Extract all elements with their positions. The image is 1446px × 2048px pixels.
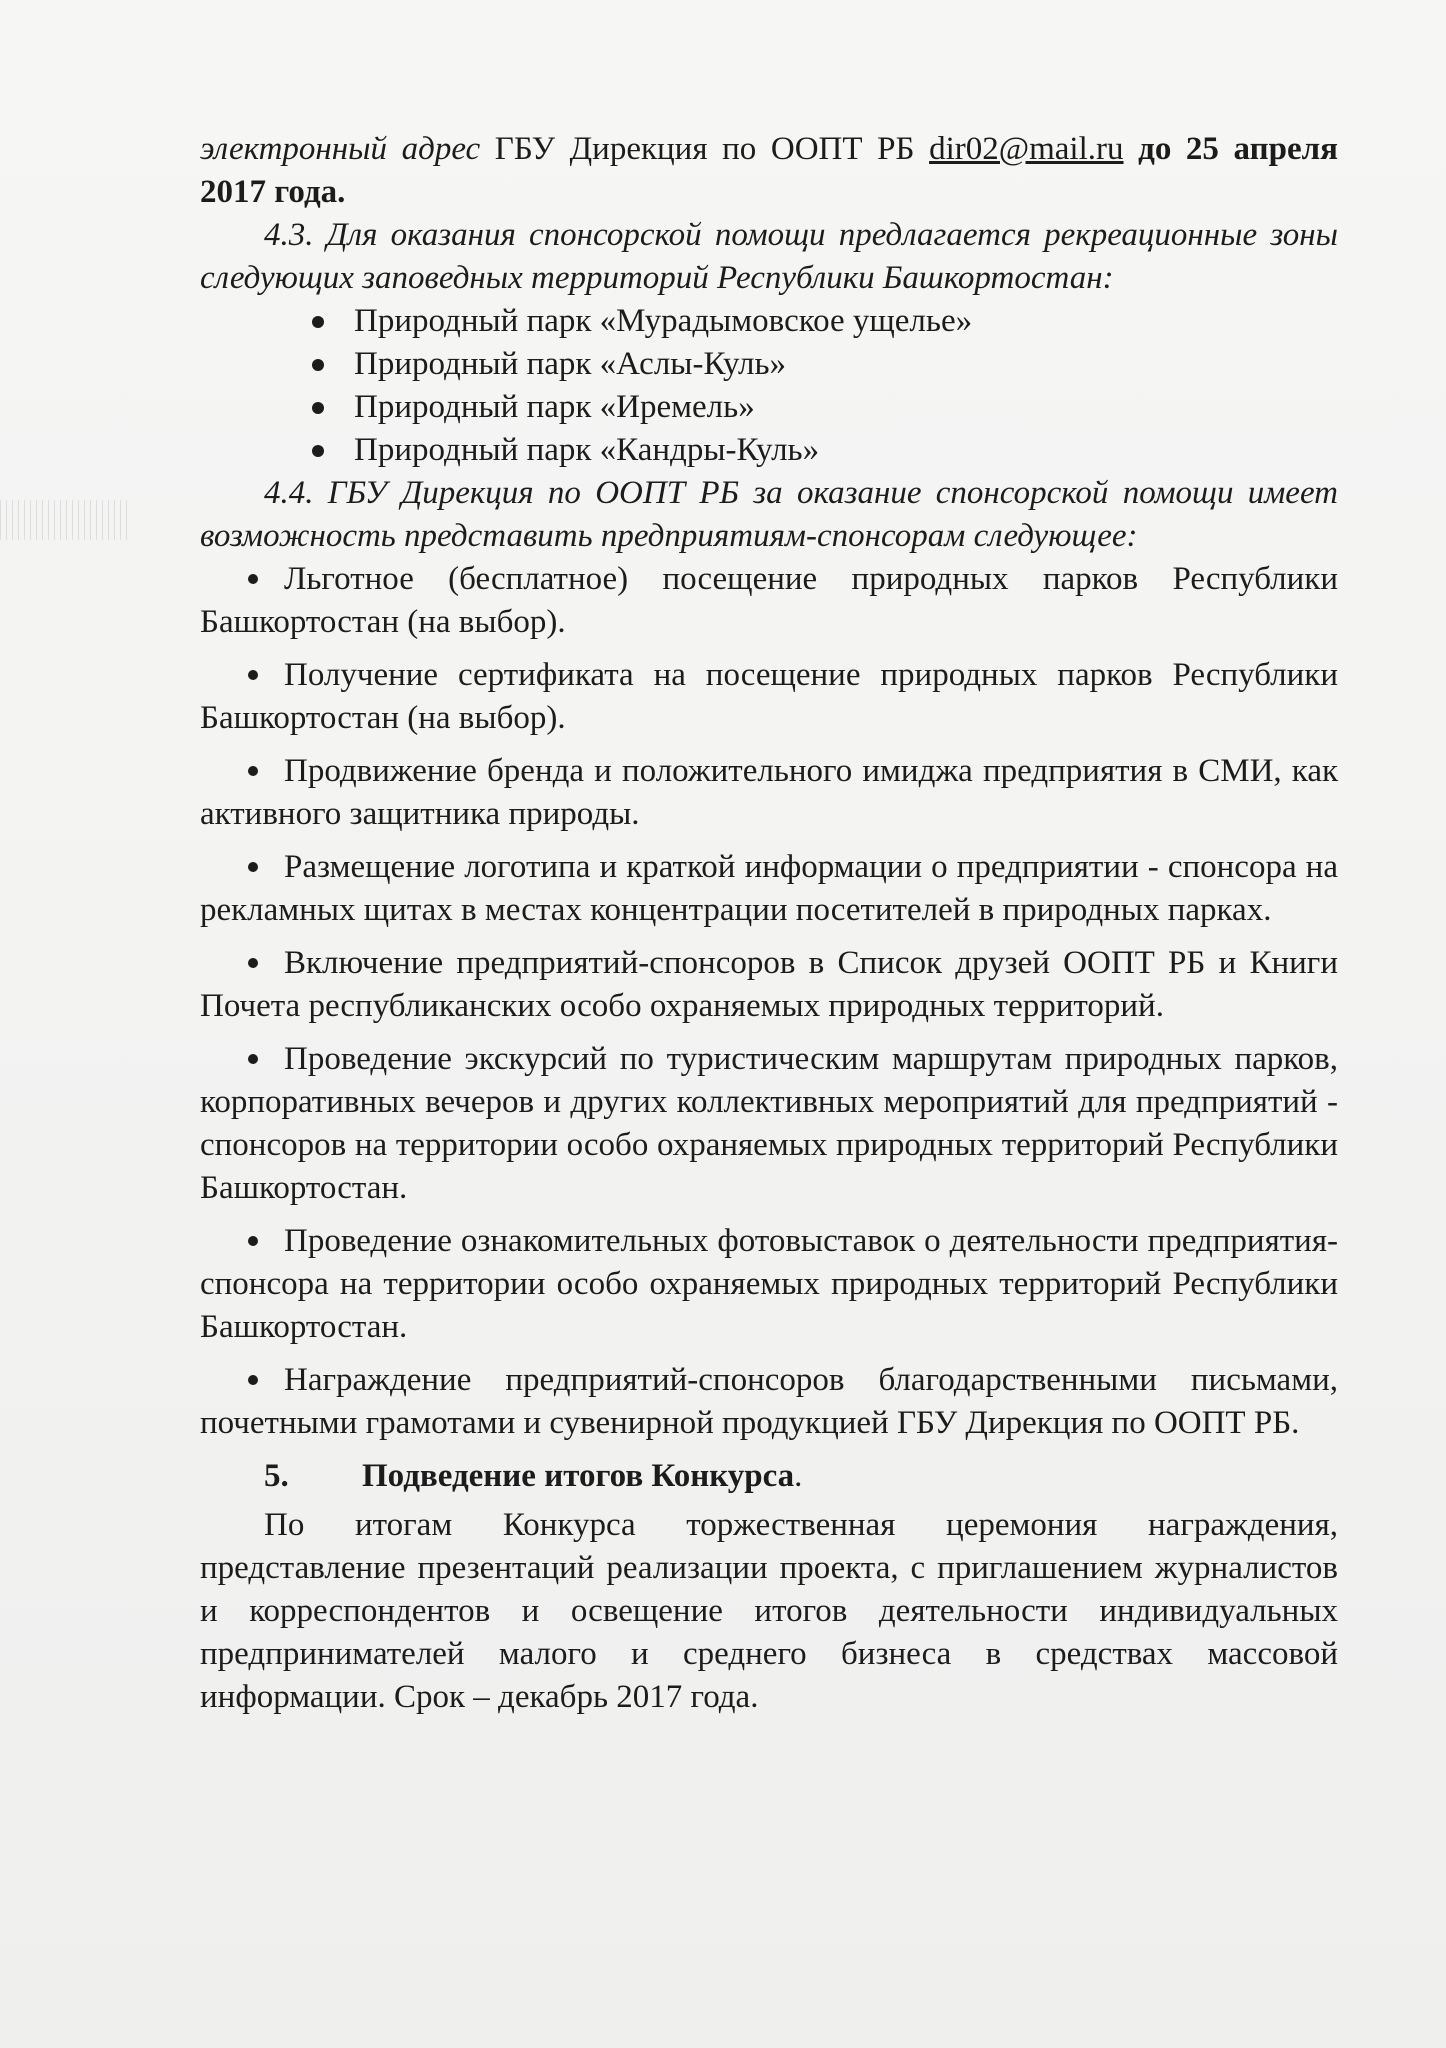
list-item: Включение предприятий-спонсоров в Список друзей ООПТ РБ и Книги Почета республиканских особо охраняемых природных территорий. — [200, 942, 1338, 1028]
list-item: Продвижение бренда и положительного имиджа предприятия в СМИ, как активного защитника природы. — [200, 750, 1338, 836]
list-item: Получение сертификата на посещение природных парков Республики Башкортостан (на выбор). — [200, 654, 1338, 740]
parks-list — [200, 300, 1338, 472]
benefits-list — [200, 558, 1338, 1445]
document-body — [200, 128, 1338, 1719]
list-item: Проведение экскурсий по туристическим маршрутам природных парков, корпоративных вечеров и других коллективных мероприятий для предприятий - спонсоров на территории особо охраняемых природных территорий Республики Башкортостан. — [200, 1038, 1338, 1210]
intro-paragraph — [200, 128, 1338, 214]
section-5-heading — [200, 1455, 1338, 1498]
section-title: Подведение итогов Конкурса — [362, 1458, 795, 1494]
scan-artifact — [0, 500, 130, 540]
list-item: Награждение предприятий-спонсоров благодарственными письмами, почетными грамотами и сувенирной продукцией ГБУ Дирекция по ООПТ РБ. — [200, 1359, 1338, 1445]
clause-4-4: 4.4. ГБУ Дирекция по ООПТ РБ за оказание спонсорской помощи имеет возможность представить предприятиям-спонсорам следующее: — [200, 475, 1338, 554]
section-number: 5. — [264, 1458, 289, 1494]
list-item: Природный парк «Аслы-Куль» — [310, 343, 1338, 386]
email-link[interactable]: dir02@mail.ru — [929, 131, 1124, 167]
list-item: Природный парк «Кандры-Куль» — [310, 429, 1338, 472]
section-title-end: . — [794, 1458, 803, 1494]
list-item: Проведение ознакомительных фотовыставок о деятельности предприятия-спонсора на территории особо охраняемых природных территорий Республики Башкортостан. — [200, 1220, 1338, 1349]
list-item: Размещение логотипа и краткой информации о предприятии - спонсора на рекламных щитах в местах концентрации посетителей в природных парках. — [200, 846, 1338, 932]
list-item: Природный парк «Иремель» — [310, 386, 1338, 429]
list-item: Льготное (бесплатное) посещение природных парков Республики Башкортостан (на выбор). — [200, 558, 1338, 644]
section-5-body: По итогам Конкурса торжественная церемония награждения, представление презентаций реализации проекта, с приглашением журналистов и корреспондентов и освещение итогов деятельности индивидуальных предпринимателей малого и среднего бизнеса в средствах массовой информации. Срок – декабрь 2017 года. — [200, 1507, 1338, 1715]
clause-4-3: 4.3. Для оказания спонсорской помощи предлагается рекреационные зоны следующих заповедных территорий Республики Башкортостан: — [200, 217, 1338, 296]
intro-deadline: до 25 апреля 2017 года. — [200, 131, 1338, 210]
list-item: Природный парк «Мурадымовское ущелье» — [310, 300, 1338, 343]
intro-text: ГБУ Дирекция по ООПТ РБ — [480, 131, 930, 167]
intro-italic: электронный адрес — [200, 131, 481, 167]
